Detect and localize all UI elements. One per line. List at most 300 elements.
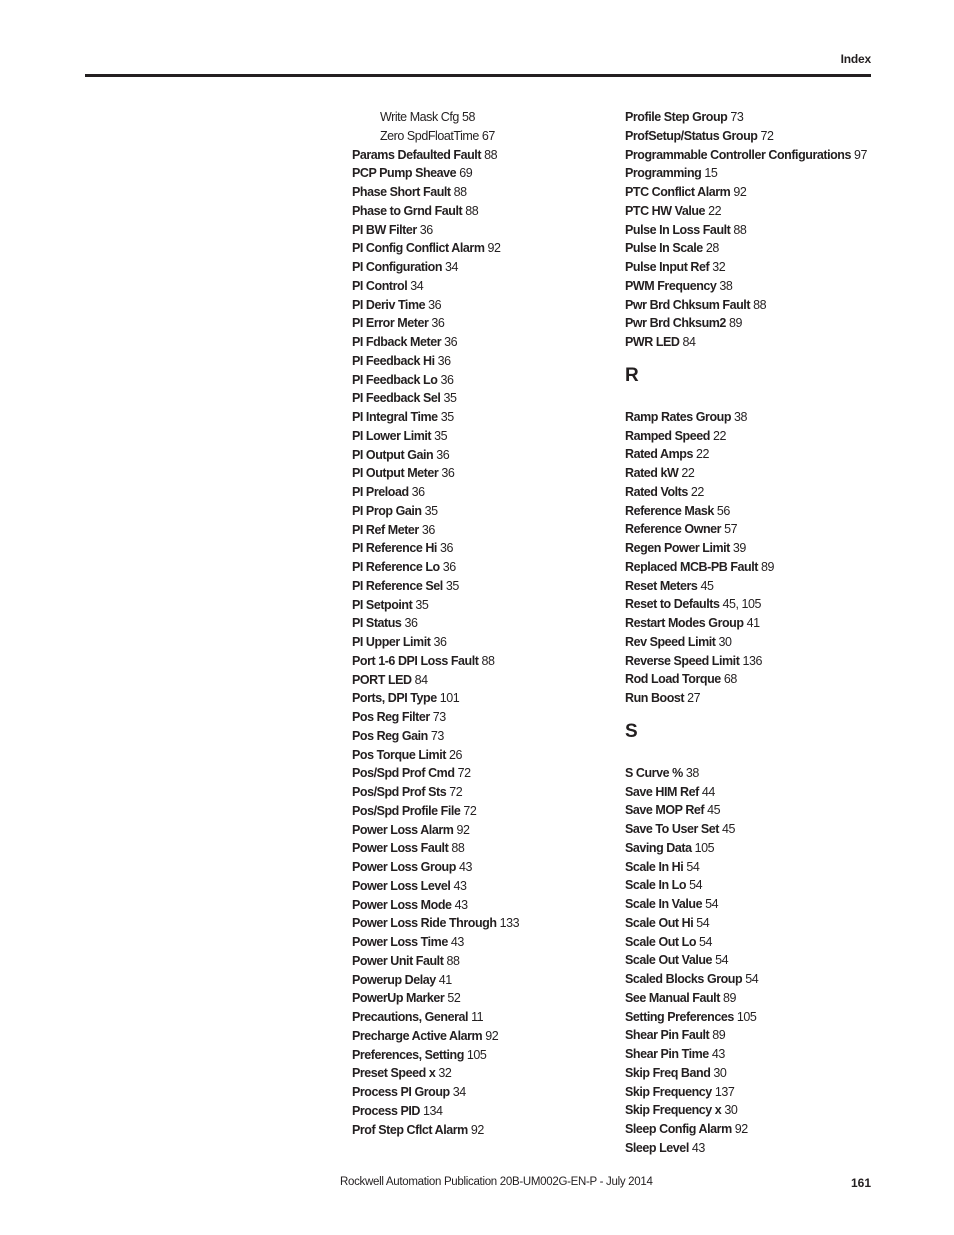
index-entry [352,408,519,427]
index-entry [352,1064,519,1083]
index-term: Pulse In Loss Fault [625,222,731,237]
index-term: Rod Load Torque [625,672,721,687]
index-term: Phase Short Fault [352,185,451,199]
index-page-ref[interactable]: 105 [736,1009,757,1024]
index-entry [352,727,519,746]
index-term: Power Loss Group [352,860,456,874]
index-page-ref[interactable]: 57 [724,522,738,537]
index-entry [352,971,519,990]
index-entry [352,446,519,465]
index-page-ref[interactable]: 56 [716,503,730,518]
index-page-ref[interactable]: 92 [470,1122,484,1137]
index-entry [352,802,519,821]
index-page-ref[interactable]: 84 [682,335,696,349]
index-page-ref[interactable]: 36 [404,616,418,631]
index-term: Pwr Brd Chksum Fault [625,297,751,312]
index-entry [352,1102,519,1121]
index-term: Saving Data [625,840,692,855]
index-page-ref[interactable]: 88 [481,653,495,668]
index-page-ref[interactable]: 22 [681,466,695,480]
index-entry [625,464,867,483]
index-page-ref[interactable]: 54 [689,878,703,893]
index-term: PI Output Meter [352,466,439,481]
index-term: Regen Power Limit [625,541,730,555]
index-page-ref[interactable]: 34 [445,260,459,274]
index-entry [625,951,867,970]
index-page-ref[interactable]: 39 [732,541,746,555]
index-page-ref[interactable]: 36 [440,541,454,556]
index-entry [625,520,867,539]
index-term: PI Error Meter [352,316,429,331]
index-entry [352,239,519,258]
index-entry [625,1026,867,1045]
index-entry [352,558,519,577]
index-entry [352,689,519,708]
index-entry [625,1008,867,1027]
index-term: PI BW Filter [352,222,417,237]
index-entry [352,164,519,183]
index-page-ref[interactable]: 133 [499,916,520,931]
index-entry [625,1120,867,1139]
index-term: ProfSetup/Status Group [625,128,758,143]
index-page-ref[interactable]: 92 [485,1028,499,1043]
index-page-ref[interactable]: 105 [694,840,715,855]
index-entry [625,1083,867,1102]
index-entry [625,670,867,689]
index-entry [352,1121,519,1140]
index-page-ref[interactable]: 68 [723,672,737,687]
index-term: Save HIM Ref [625,784,699,799]
index-page-ref[interactable]: 72 [457,766,471,781]
index-entry [625,895,867,914]
index-term: Scale In Value [625,897,703,911]
index-entry [625,502,867,521]
index-letter-heading: S [625,720,638,742]
index-entry [352,1083,519,1102]
index-page-ref[interactable]: 89 [722,990,736,1005]
index-entry [625,333,867,352]
index-term: Pwr Brd Chksum2 [625,316,726,331]
index-page-ref[interactable]: 88 [465,203,479,218]
index-page-ref[interactable]: 22 [708,203,722,218]
index-term: Scale In Lo [625,878,687,893]
index-page-ref[interactable]: 92 [456,822,470,837]
index-term: Programming [625,166,702,181]
index-entry [625,1064,867,1083]
index-entry [625,539,867,558]
index-term: PCP Pump Sheave [352,166,457,181]
index-page-ref[interactable]: 32 [438,1066,452,1081]
index-page-ref[interactable]: 67 [481,128,495,143]
index-entry [625,202,867,221]
index-entry [352,952,519,971]
index-term: Skip Frequency [625,1084,712,1099]
index-page-ref[interactable]: 36 [428,297,442,312]
index-page-ref[interactable]: 43 [691,1140,705,1155]
index-term: PowerUp Marker [352,991,445,1006]
index-page-ref[interactable]: 30 [724,1103,738,1118]
index-column-left [352,108,519,1139]
index-entry [625,577,867,596]
index-entry [352,483,519,502]
index-page-ref[interactable]: 22 [712,428,726,443]
index-entry [625,483,867,502]
index-entry [625,764,867,783]
index-entry [625,614,867,633]
index-term: See Manual Fault [625,990,720,1005]
index-page-ref[interactable]: 28 [705,241,719,256]
index-entry [352,914,519,933]
index-page-ref[interactable]: 89 [728,316,742,331]
index-entry [625,595,867,614]
index-term: PI Deriv Time [352,297,426,312]
index-term: PI Feedback Hi [352,353,435,368]
index-term: PI Integral Time [352,410,438,424]
index-term: Rated Volts [625,484,688,499]
index-entry [352,577,519,596]
index-page-ref[interactable]: 54 [686,859,700,874]
footer-publication: Rockwell Automation Publication 20B-UM002G-EN-P - July 2014 [340,1176,653,1188]
index-term: Preferences, Setting [352,1047,464,1062]
index-term: Shear Pin Time [625,1047,709,1061]
index-term: PI Setpoint [352,597,413,612]
index-entry [352,1046,519,1065]
index-page-ref[interactable]: 84 [414,672,428,687]
index-term: PI Fdback Meter [352,335,442,349]
index-term: Scale Out Hi [625,915,694,930]
index-page-ref[interactable]: 35 [415,597,429,612]
index-term: PI Output Gain [352,447,434,462]
index-term: PI Prop Gain [352,503,422,518]
index-page-ref[interactable]: 54 [745,972,759,986]
index-term: Precautions, General [352,1010,469,1024]
index-entry [625,314,867,333]
index-entry [625,183,867,202]
index-page-ref[interactable]: 54 [696,915,710,930]
index-term: Port 1-6 DPI Loss Fault [352,653,479,668]
index-term: Pos/Spd Profile File [352,803,461,818]
index-page-ref[interactable]: 38 [719,278,733,293]
index-page-ref[interactable]: 72 [463,803,477,818]
index-term: Run Boost [625,691,685,705]
index-entry [352,896,519,915]
index-entry [352,839,519,858]
index-entry [625,445,867,464]
index-page-ref[interactable]: 54 [705,897,719,911]
index-entry [352,221,519,240]
index-term: Programmable Controller Configurations [625,147,851,162]
index-page-ref[interactable]: 30 [718,634,732,649]
index-term: Scale Out Value [625,953,713,968]
index-entry [625,801,867,820]
index-term: PI Control [352,278,408,293]
index-entry [352,596,519,615]
index-page-ref[interactable]: 97 [854,147,868,162]
index-entry [352,933,519,952]
index-entry [352,389,519,408]
index-entry [352,352,519,371]
index-term: Zero SpdFloatTime [380,128,479,143]
index-page-ref[interactable]: 43 [711,1047,725,1061]
index-entry [352,1027,519,1046]
index-page-ref[interactable]: 35 [443,391,457,406]
index-page-ref[interactable]: 43 [450,935,464,949]
index-subentry [352,127,519,146]
index-page-ref[interactable]: 27 [687,691,701,705]
index-page-ref[interactable]: 22 [690,484,704,499]
index-term: Pulse In Scale [625,241,703,256]
index-entry [625,146,867,165]
index-term: Replaced MCB-PB Fault [625,559,758,574]
index-term: PI Reference Lo [352,560,440,574]
index-page-ref[interactable]: 35 [434,428,448,443]
index-entry [352,146,519,165]
index-term: Reference Owner [625,522,722,537]
index-entry [625,820,867,839]
index-term: Rated Amps [625,447,693,462]
index-page-ref[interactable]: 88 [451,841,465,856]
index-page-ref[interactable]: 89 [712,1028,726,1043]
index-term: PI Configuration [352,260,443,274]
index-page-ref[interactable]: 44 [701,784,715,799]
index-term: Power Loss Time [352,935,448,949]
index-page-ref[interactable]: 43 [458,860,472,874]
index-term: PI Upper Limit [352,635,431,649]
index-term: Pulse Input Ref [625,260,710,274]
index-term: Setting Preferences [625,1009,734,1024]
index-entry [625,221,867,240]
index-page-ref[interactable]: 38 [685,765,699,780]
index-page-ref[interactable]: 36 [431,316,445,331]
index-page-ref[interactable]: 54 [699,934,713,949]
index-page-ref[interactable]: 105 [466,1047,487,1062]
index-term: Write Mask Cfg [380,110,459,124]
index-page-ref[interactable]: 58 [461,110,475,124]
index-term: Power Loss Alarm [352,822,454,837]
index-entry [352,821,519,840]
index-term: Params Defaulted Fault [352,147,482,162]
index-page-ref[interactable]: 54 [715,953,729,968]
index-term: PI Ref Meter [352,522,419,537]
index-page-ref[interactable]: 92 [487,241,501,256]
index-term: Scaled Blocks Group [625,972,743,986]
index-term: Reverse Speed Limit [625,653,740,668]
page-number: 161 [850,1176,871,1190]
index-page-ref[interactable]: 32 [712,260,726,274]
index-term: PI Feedback Sel [352,391,441,406]
index-entry [352,633,519,652]
index-term: Skip Freq Band [625,1065,711,1080]
index-entry [352,296,519,315]
index-page-ref[interactable]: 41 [746,616,760,630]
index-term: PWR LED [625,335,680,349]
index-term: Reference Mask [625,503,714,518]
index-term: Prof Step Cflct Alarm [352,1122,468,1137]
index-column-right [625,108,867,1158]
index-page-ref[interactable]: 34 [452,1085,466,1099]
index-page-ref[interactable]: 136 [742,653,762,668]
index-page-ref[interactable]: 72 [760,128,774,143]
index-entry [625,1045,867,1064]
index-page-ref[interactable]: 45 [700,578,714,593]
index-term: Skip Frequency x [625,1103,722,1118]
index-term: S Curve % [625,765,683,780]
index-page-ref[interactable]: 52 [447,991,461,1006]
index-page-ref[interactable]: 41 [438,972,452,987]
index-page-ref[interactable]: 36 [441,466,455,481]
index-entry [625,127,867,146]
index-entry [352,783,519,802]
index-term: Power Loss Fault [352,841,449,856]
index-page-ref[interactable]: 89 [760,559,774,574]
index-entry [352,258,519,277]
index-entry [352,858,519,877]
index-term: Phase to Grnd Fault [352,203,463,218]
index-entry [625,970,867,989]
index-term: PTC HW Value [625,203,706,218]
index-term: Ramp Rates Group [625,409,732,424]
index-page-ref[interactable]: 72 [449,785,463,799]
index-page-ref[interactable]: 45 [707,803,721,818]
index-term: Power Loss Ride Through [352,916,497,931]
index-page-ref[interactable]: 36 [444,335,458,349]
header-rule [85,74,871,77]
index-term: Pos/Spd Prof Sts [352,785,447,799]
index-term: Reset Meters [625,578,698,593]
index-term: PI Preload [352,485,409,499]
index-entry [625,1139,867,1158]
running-header: Index [840,52,871,66]
index-entry [352,202,519,221]
index-term: Profile Step Group [625,110,728,124]
index-page-ref[interactable]: 36 [433,635,447,649]
index-term: Rated kW [625,466,679,480]
index-page-ref[interactable]: 134 [423,1103,443,1118]
index-page-ref[interactable]: 36 [421,522,435,537]
index-entry [625,858,867,877]
index-entry [352,277,519,296]
index-term: PTC Conflict Alarm [625,185,731,199]
index-entry [625,652,867,671]
index-letter-heading: R [625,364,639,386]
index-page-ref[interactable]: 88 [753,297,767,312]
index-entry [625,1101,867,1120]
index-entry [352,333,519,352]
index-page-ref[interactable]: 88 [446,953,460,968]
index-entry [625,108,867,127]
index-entry [625,989,867,1008]
index-term: Save MOP Ref [625,803,705,818]
index-entry [352,521,519,540]
index-term: Pos/Spd Prof Cmd [352,766,455,781]
index-entry [352,464,519,483]
index-entry [625,408,867,427]
index-page-ref[interactable]: 73 [432,710,446,724]
index-entry [625,689,867,708]
index-page-ref[interactable]: 101 [439,691,460,706]
index-term: Sleep Config Alarm [625,1122,732,1136]
index-page-ref[interactable]: 36 [442,560,456,574]
index-page-ref[interactable]: 36 [436,447,450,462]
index-page-ref[interactable]: 137 [714,1084,735,1099]
index-page-ref[interactable]: 36 [440,372,454,387]
index-page-ref[interactable]: 36 [419,222,433,237]
index-term: Power Unit Fault [352,953,444,968]
index-entry [352,371,519,390]
index-term: Rev Speed Limit [625,634,716,649]
index-entry [625,783,867,802]
index-entry [625,914,867,933]
index-term: Scale Out Lo [625,934,697,949]
index-entry [625,876,867,895]
index-page-ref[interactable]: 35 [440,410,454,424]
index-page-ref[interactable]: 73 [430,728,444,743]
index-page-ref[interactable]: 15 [704,166,718,181]
index-entry [625,633,867,652]
index-page-ref[interactable]: 45 [722,822,736,836]
index-entry [625,296,867,315]
index-page-ref[interactable]: 69 [459,166,473,181]
index-term: Process PI Group [352,1085,450,1099]
index-page-ref[interactable]: 92 [733,185,747,199]
index-term: Preset Speed x [352,1066,436,1081]
index-page-ref[interactable]: 88 [453,185,467,199]
index-page-ref[interactable]: 26 [449,747,463,762]
index-page-ref[interactable]: 30 [713,1065,727,1080]
index-page-ref[interactable]: 34 [410,278,424,293]
index-page-ref[interactable]: 88 [733,222,747,237]
index-page-ref[interactable]: 43 [453,878,467,893]
index-entry [352,614,519,633]
index-page-ref[interactable]: 11 [471,1010,484,1024]
index-term: Ramped Speed [625,428,710,443]
index-page-ref[interactable]: 92 [734,1122,748,1136]
index-page-ref[interactable]: 43 [454,897,468,912]
index-term: Process PID [352,1103,421,1118]
index-page-ref[interactable]: 22 [696,447,710,462]
index-entry [625,239,867,258]
index-entry [352,877,519,896]
index-entry [625,839,867,858]
index-page-ref[interactable]: 35 [445,578,459,593]
index-term: Reset to Defaults [625,597,720,612]
index-term: Power Loss Level [352,878,451,893]
index-term: Pos Reg Filter [352,710,430,724]
index-term: PI Feedback Lo [352,372,438,387]
index-subentry [352,108,519,127]
index-page-ref[interactable]: 88 [484,147,498,162]
index-term: Save To User Set [625,822,720,836]
index-page-ref[interactable]: 36 [411,485,425,499]
index-entry [352,671,519,690]
index-entry [625,164,867,183]
index-term: Shear Pin Fault [625,1028,710,1043]
index-entry [352,183,519,202]
index-term: Powerup Delay [352,972,436,987]
index-page-ref[interactable]: 35 [424,503,438,518]
index-term: PI Reference Hi [352,541,437,556]
index-term: Ports, DPI Type [352,691,437,706]
index-page-ref[interactable]: 38 [734,409,748,424]
index-entry [352,539,519,558]
index-page-ref[interactable]: 45, 105 [722,597,762,612]
index-page-ref[interactable]: 73 [730,110,744,124]
index-entry [352,502,519,521]
index-entry [625,933,867,952]
index-entry [625,427,867,446]
index-term: Pos Reg Gain [352,728,428,743]
index-page-ref[interactable]: 36 [437,353,451,368]
